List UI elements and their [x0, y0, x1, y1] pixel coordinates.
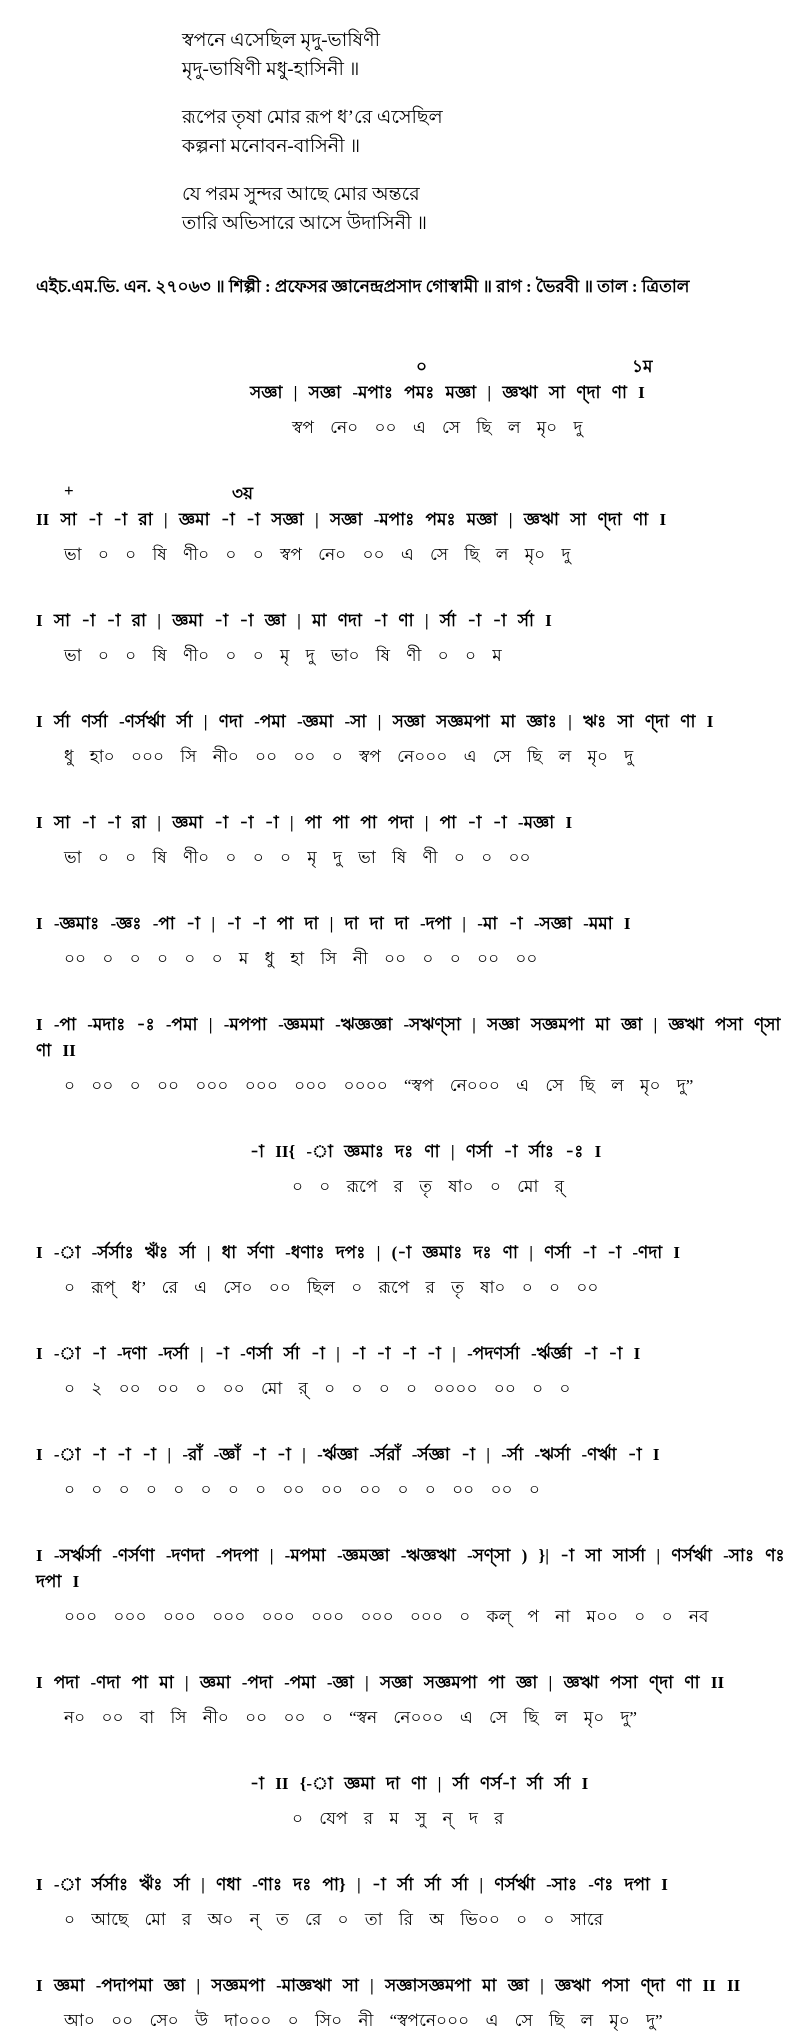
sargam-notation-line: I সা -া -া রা | জ্ঞমা -া -া জ্ঞা | মা ণদা -া ণা | র্সা -া -া র্সা I [36, 611, 552, 630]
notation-section [0, 354, 800, 2034]
lyric-text-line: তারি অভিসারে আসে উদাসিনী ॥ [182, 213, 427, 234]
sargam-notation-line: I -পা -মদাঃ -ঃ -পমা | -মপপা -জ্ঞমমা -ঋজ্ঞজ্ঞা -সঋণ্সা | সজ্ঞা সজ্ঞমপা মা জ্ঞা | জ্ঞঋা পসা ণ্সা ণা II [36, 1015, 792, 1060]
notation-block-7 [0, 1012, 800, 1099]
syllable-lyrics-line: ভা ০ ০ ষি ণী০ ০ ০ ০ মৃ দু ভা ষি ণী ০ ০ ০০ [64, 848, 531, 867]
syllable-lyrics-line: ০ ০০ ০ ০০ ০০০ ০০০ ০০০ ০০০০ “স্বপ নে০০০ এ সে ছি ল মৃ০ দু” [64, 1076, 694, 1095]
notation-block-12 [0, 1543, 800, 1630]
lyric-text-line: স্বপনে এসেছিল মৃদু-ভাষিণী [182, 30, 381, 51]
stanza-1 [182, 26, 800, 84]
notation-block-3 [0, 608, 800, 669]
notation-block-6 [0, 911, 800, 972]
syllable-lyrics-line: ০০০ ০০০ ০০০ ০০০ ০০০ ০০০ ০০০ ০০০ ০ কল্ প না ম০০ ০ ০ নব [64, 1607, 709, 1626]
notation-block-13 [0, 1670, 800, 1731]
notation-block-9 [0, 1240, 800, 1301]
notation-block-8 [0, 1139, 800, 1200]
lyric-text-line: রূপের তৃষা মোর রূপ ধ’রে এসেছিল [182, 107, 443, 128]
tala-marker: ৩য় [232, 484, 254, 503]
notation-block-2 [0, 481, 800, 568]
notation-block-1 [0, 354, 800, 441]
tala-marker: ০ [416, 357, 428, 376]
tala-marker: ১ম [632, 357, 653, 376]
syllable-lyrics-line: স্বপ নে০ ০০ এ সে ছি ল মৃ০ দু [292, 418, 583, 437]
lyric-text-line: কল্পনা মনোবন-বাসিনী ॥ [182, 136, 361, 157]
sargam-notation-line: I জ্ঞমা -পদাপমা জ্ঞা | সজ্ঞমপা -মাজ্ঞঋা সা | সজ্ঞাসজ্ঞমপা মা জ্ঞা | জ্ঞঋা পসা ণ্দা ণা II II [36, 1976, 741, 1995]
syllable-lyrics-line: ০ যেপ র ম সু ন্ দ র [292, 1809, 504, 1828]
syllable-lyrics-line: ভা ০ ০ ষি ণী০ ০ ০ স্বপ নে০ ০০ এ সে ছি ল মৃ০ দু [64, 545, 571, 564]
notation-block-5 [0, 810, 800, 871]
sargam-notation-line: -া II{ -া জ্ঞমাঃ দঃ ণা | ণর্সা -া র্সাঃ -ঃ I [250, 1142, 602, 1161]
song-lyrics [0, 26, 800, 238]
sargam-notation-line: I সা -া -া রা | জ্ঞমা -া -া -া | পা পা পা পদা | পা -া -া -মজ্ঞা I [36, 813, 573, 832]
tala-marker-row [0, 354, 800, 380]
sargam-notation-line: সজ্ঞা | সজ্ঞা -মপাঃ পমঃ মজ্ঞা | জ্ঞঋা সা ণ্দা ণা I [250, 383, 645, 402]
stanza-3 [182, 180, 800, 238]
notation-block-11 [0, 1442, 800, 1503]
tala-marker-row [0, 481, 800, 507]
syllable-lyrics-line: ন০ ০০ বা সি নী০ ০০ ০০ ০ “স্বন নে০০০ এ সে ছি ল মৃ০ দু” [64, 1708, 637, 1727]
catalog-artist-raga-tala-line: এইচ.এম.ভি. এন. ২৭০৬৩ ॥ শিল্পী : প্রফেসর জ্ঞানেন্দ্রপ্রসাদ গোস্বামী ॥ রাগ : ভৈরবী ॥ তাল : ত্রিতাল [36, 277, 690, 296]
sargam-notation-line: I -া -া -া -া | -রাঁ -জ্ঞাঁ -া -া | -র্ঋজ্ঞা -র্সরাঁ -র্সজ্ঞা -া | -র্সা -ঋর্সা -ণর্ঋা -া I [36, 1445, 660, 1464]
sargam-notation-line: I -জ্ঞমাঃ -জ্ঞঃ -পা -া | -া -া পা দা | দা দা দা -দপা | -মা -া -সজ্ঞা -মমা I [36, 914, 631, 933]
syllable-lyrics-line: আ০ ০০ সে০ উ দা০০০ ০ সি০ নী “স্বপনে০০০ এ সে ছি ল মৃ০ দু” [64, 2011, 663, 2030]
syllable-lyrics-line: ০ আছে মো র অ০ ন্ ত রে ০ তা রি অ ভি০০ ০ ০ সারে [64, 1910, 604, 1929]
syllable-lyrics-line: ভা ০ ০ ষি ণী০ ০ ০ মৃ দু ভা০ ষি ণী ০ ০ ম [64, 646, 502, 665]
syllable-lyrics-line: ০ ০ ০ ০ ০ ০ ০ ০ ০০ ০০ ০০ ০ ০ ০০ ০০ ০ [64, 1480, 540, 1499]
syllable-lyrics-line: ০ ০ রূপে র তৃ ষা০ ০ মো র্ [292, 1177, 564, 1196]
syllable-lyrics-line: ০ রূপ্ ধ’ রে এ সে০ ০০ ছিল ০ রূপে র তৃ ষা০ ০ ০ ০০ [64, 1278, 599, 1297]
sargam-notation-line: I পদা -ণদা পা মা | জ্ঞমা -পদা -পমা -জ্ঞা | সজ্ঞা সজ্ঞমপা পা জ্ঞা | জ্ঞঋা পসা ণ্দা ণা II [36, 1673, 725, 1692]
syllable-lyrics-line: ধু হা০ ০০০ সি নী০ ০০ ০০ ০ স্বপ নে০০০ এ সে ছি ল মৃ০ দু [64, 747, 634, 766]
sargam-notation-line: II সা -া -া রা | জ্ঞমা -া -া সজ্ঞা | সজ্ঞা -মপাঃ পমঃ মজ্ঞা | জ্ঞঋা সা ণ্দা ণা I [36, 510, 667, 529]
stanza-2 [182, 103, 800, 161]
notation-block-15 [0, 1872, 800, 1933]
sargam-notation-line: I র্সা ণর্সা -ণর্সর্ঋা র্সা | ণদা -পমা -জ্ঞমা -সা | সজ্ঞা সজ্ঞমপা মা জ্ঞাঃ | ঋঃ সা ণ্দা ণা I [36, 712, 714, 731]
sargam-notation-line: I -সর্ঋর্সা -ণর্সণা -দণদা -পদপা | -মপমা -জ্ঞমজ্ঞা -ঋজ্ঞঋা -সণ্সা ) }| -া সা সার্সা | ণর্সর্ঋা -সাঃ ণঃ দপা I [36, 1546, 796, 1591]
notation-block-16 [0, 1973, 800, 2034]
sargam-notation-line: I -া -া -দণা -দর্সা | -া -ণর্সা র্সা -া | -া -া -া -া | -পদণর্সা -র্ঋর্জ্ঞা -া -া I [36, 1344, 641, 1363]
lyric-text-line: মৃদু-ভাষিণী মধু-হাসিনী ॥ [182, 59, 360, 80]
syllable-lyrics-line: ০ ২ ০০ ০০ ০ ০০ মো র্ ০ ০ ০ ০ ০০০০ ০০ ০ ০ [64, 1379, 571, 1398]
tala-marker: + [64, 481, 74, 500]
sargam-notation-line: I -া -র্সর্সাঃ ঋঁঃ র্সা | ধা র্সণা -ধণাঃ দপঃ | (-া জ্ঞমাঃ দঃ ণা | ণর্সা -া -া -ণদা I [36, 1243, 681, 1262]
notation-block-4 [0, 709, 800, 770]
sargam-notation-line: I -া র্সর্সাঃ ঋঁঃ র্সা | ণধা -ণাঃ দঃ পা} | -া র্সা র্সা র্সা | ণর্সর্ঋা -সাঃ -ণঃ দপা I [36, 1875, 668, 1894]
notation-block-14 [0, 1771, 800, 1832]
sargam-notation-line: -া II {-া জ্ঞমা দা ণা | র্সা ণর্স-া র্সা র্সা I [250, 1774, 589, 1793]
lyric-text-line: যে পরম সুন্দর আছে মোর অন্তরে [182, 184, 420, 205]
notation-block-10 [0, 1341, 800, 1402]
syllable-lyrics-line: ০০ ০ ০ ০ ০ ০ ম ধু হা সি নী ০০ ০ ০ ০০ ০০ [64, 949, 538, 968]
